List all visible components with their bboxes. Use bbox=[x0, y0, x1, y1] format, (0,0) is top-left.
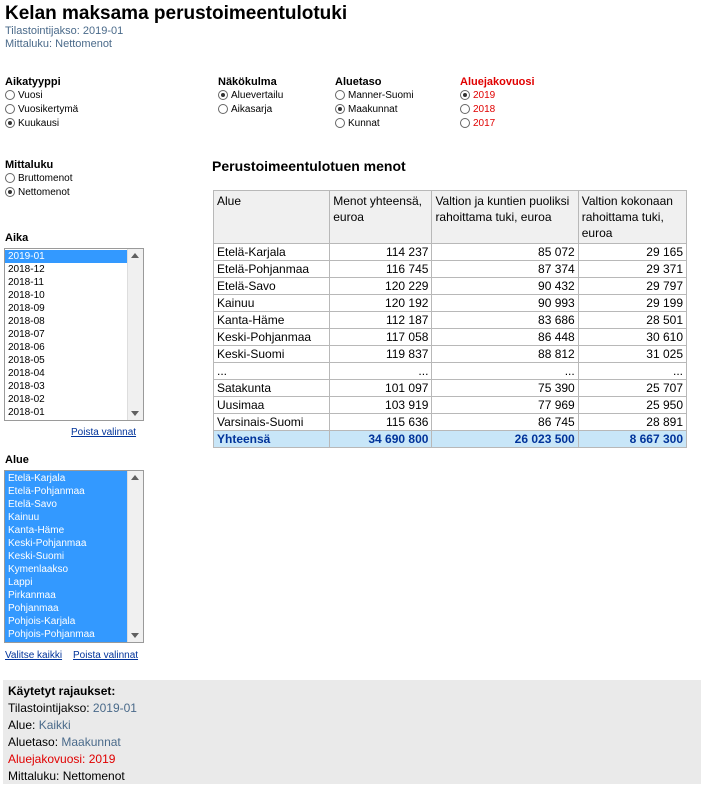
table-row bbox=[214, 261, 687, 278]
cell-value: 29 797 bbox=[578, 278, 686, 295]
radio-button[interactable] bbox=[5, 118, 15, 128]
table-row bbox=[214, 295, 687, 312]
table-row bbox=[214, 363, 687, 380]
aika-option[interactable]: 2018-05 bbox=[8, 355, 45, 366]
radio-kuukausi[interactable] bbox=[5, 116, 78, 130]
cell-value: 75 390 bbox=[432, 380, 578, 397]
aika-option[interactable]: 2018-10 bbox=[8, 290, 45, 301]
alue-option[interactable]: Etelä-Karjala bbox=[5, 472, 128, 485]
summary-value: 2019 bbox=[88, 752, 116, 766]
alue-option[interactable]: Pohjanmaa bbox=[5, 602, 128, 615]
total-value: 26 023 500 bbox=[432, 431, 578, 448]
alue-option[interactable]: Keski-Pohjanmaa bbox=[5, 537, 128, 550]
table-row bbox=[214, 312, 687, 329]
alue-option[interactable]: Etelä-Savo bbox=[5, 498, 128, 511]
alue-option[interactable]: Etelä-Pohjanmaa bbox=[5, 485, 128, 498]
aika-scrollbar[interactable] bbox=[127, 249, 143, 420]
aika-option[interactable]: 2018-08 bbox=[8, 316, 45, 327]
radio-label: 2017 bbox=[473, 117, 496, 129]
aika-option[interactable]: 2018-12 bbox=[8, 264, 45, 275]
cell-value: 29 165 bbox=[578, 244, 686, 261]
table-row bbox=[214, 380, 687, 397]
radio-button[interactable] bbox=[5, 187, 15, 197]
header-kokonaan: Valtion kokonaan rahoittama tuki, euroa bbox=[578, 191, 686, 244]
alue-scrollbar[interactable] bbox=[127, 471, 143, 642]
summary-label: Mittaluku: bbox=[8, 769, 63, 783]
alue-title: Alue bbox=[5, 454, 29, 466]
summary-line bbox=[3, 700, 701, 717]
cell-region: Etelä-Savo bbox=[214, 278, 330, 295]
cell-value: 28 891 bbox=[578, 414, 686, 431]
cell-region: Keski-Suomi bbox=[214, 346, 330, 363]
alue-option[interactable]: Pohjois-Karjala bbox=[5, 615, 128, 628]
radio-button[interactable] bbox=[335, 104, 345, 114]
aika-option[interactable]: 2018-09 bbox=[8, 303, 45, 314]
alue-clear-link[interactable]: Poista valinnat bbox=[73, 650, 139, 661]
radio-vuosi[interactable] bbox=[5, 88, 78, 102]
cell-value: 119 837 bbox=[330, 346, 432, 363]
cell-value: 86 448 bbox=[432, 329, 578, 346]
alue-listbox[interactable] bbox=[4, 470, 144, 643]
aluetaso-title: Aluetaso bbox=[335, 76, 382, 88]
radio-label: Manner-Suomi bbox=[348, 89, 414, 101]
aika-option[interactable]: 2018-01 bbox=[8, 407, 45, 418]
alue-option[interactable]: Keski-Suomi bbox=[5, 550, 128, 563]
scroll-up-icon[interactable] bbox=[131, 475, 139, 480]
header-alue: Alue bbox=[214, 191, 330, 244]
total-value: 8 667 300 bbox=[578, 431, 686, 448]
summary-value: 2019-01 bbox=[92, 701, 137, 715]
cell-value: 114 237 bbox=[330, 244, 432, 261]
radio-aikasarja[interactable] bbox=[218, 102, 283, 116]
alue-option[interactable]: Pirkanmaa bbox=[5, 589, 128, 602]
radio-label: 2019 bbox=[473, 89, 496, 101]
page-title: Kelan maksama perustoimeentulotuki bbox=[5, 3, 348, 24]
cell-region: Varsinais-Suomi bbox=[214, 414, 330, 431]
radio-button[interactable] bbox=[5, 173, 15, 183]
radio-aluevertailu[interactable] bbox=[218, 88, 283, 102]
aikatyyppi-group bbox=[5, 76, 78, 130]
table-row bbox=[214, 397, 687, 414]
radio-2018[interactable] bbox=[460, 102, 535, 116]
alue-option[interactable]: Pohjois-Pohjanmaa bbox=[5, 628, 128, 641]
radio-label: 2018 bbox=[473, 103, 496, 115]
alue-option[interactable]: Lappi bbox=[5, 576, 128, 589]
cell-value: 103 919 bbox=[330, 397, 432, 414]
cell-value: ... bbox=[330, 363, 432, 380]
cell-value: 115 636 bbox=[330, 414, 432, 431]
aluejakovuosi-group bbox=[460, 76, 535, 130]
cell-value: 28 501 bbox=[578, 312, 686, 329]
cell-region: Keski-Pohjanmaa bbox=[214, 329, 330, 346]
summary-line bbox=[3, 717, 701, 734]
radio-button[interactable] bbox=[5, 104, 15, 114]
alue-option[interactable]: Kainuu bbox=[5, 511, 128, 524]
cell-value: 30 610 bbox=[578, 329, 686, 346]
scroll-down-icon[interactable] bbox=[131, 633, 139, 638]
radio-button[interactable] bbox=[218, 90, 228, 100]
radio-label: Bruttomenot bbox=[18, 172, 73, 184]
cell-value: 83 686 bbox=[432, 312, 578, 329]
summary-label: Tilastointijakso: bbox=[8, 701, 93, 715]
table-row bbox=[214, 329, 687, 346]
aika-option[interactable]: 2018-02 bbox=[8, 394, 45, 405]
aika-option[interactable]: 2018-11 bbox=[8, 277, 44, 288]
cell-region: Uusimaa bbox=[214, 397, 330, 414]
aika-title: Aika bbox=[5, 232, 29, 244]
summary-line bbox=[3, 768, 701, 785]
summary-line bbox=[3, 751, 701, 768]
cell-value: 77 969 bbox=[432, 397, 578, 414]
data-table bbox=[213, 190, 687, 448]
summary-value: Kaikki bbox=[38, 718, 71, 732]
radio-button[interactable] bbox=[460, 118, 470, 128]
radio-manner-suomi[interactable] bbox=[335, 88, 414, 102]
summary-label: Aluejakovuosi: bbox=[8, 752, 89, 766]
cell-value: 29 199 bbox=[578, 295, 686, 312]
radio-label: Vuosi bbox=[18, 89, 43, 101]
applied-filters-panel bbox=[3, 680, 701, 784]
table-row bbox=[214, 278, 687, 295]
radio-2017[interactable] bbox=[460, 116, 535, 130]
cell-region: Etelä-Pohjanmaa bbox=[214, 261, 330, 278]
cell-value: 86 745 bbox=[432, 414, 578, 431]
table-row bbox=[214, 244, 687, 261]
radio-label: Nettomenot bbox=[18, 186, 70, 198]
aika-option[interactable]: 2018-07 bbox=[8, 329, 45, 340]
aluejakovuosi-title: Aluejakovuosi bbox=[460, 76, 535, 88]
cell-region: Etelä-Karjala bbox=[214, 244, 330, 261]
header-puoliksi: Valtion ja kuntien puoliksi rahoittama tuki, euroa bbox=[432, 191, 578, 244]
table-total-row bbox=[214, 431, 687, 448]
cell-region: Kanta-Häme bbox=[214, 312, 330, 329]
alue-select-all-link[interactable]: Valitse kaikki bbox=[5, 650, 63, 661]
summary-title: Käytetyt rajaukset: bbox=[8, 684, 116, 698]
radio-button[interactable] bbox=[460, 90, 470, 100]
alue-option[interactable]: Kymenlaakso bbox=[5, 563, 128, 576]
header-menot: Menot yhteensä, euroa bbox=[330, 191, 432, 244]
cell-value: 25 707 bbox=[578, 380, 686, 397]
table-row bbox=[214, 414, 687, 431]
nakokulma-title: Näkökulma bbox=[218, 76, 277, 88]
nakokulma-group bbox=[218, 76, 283, 116]
aika-option[interactable]: 2018-06 bbox=[8, 342, 45, 353]
aika-option[interactable]: 2018-04 bbox=[8, 368, 45, 379]
cell-value: 87 374 bbox=[432, 261, 578, 278]
cell-region: Kainuu bbox=[214, 295, 330, 312]
summary-label: Aluetaso: bbox=[8, 735, 62, 749]
total-label: Yhteensä bbox=[214, 431, 330, 448]
cell-value: 120 229 bbox=[330, 278, 432, 295]
radio-label: Kunnat bbox=[348, 117, 380, 129]
aika-listbox[interactable] bbox=[4, 248, 144, 421]
aika-clear-link[interactable]: Poista valinnat bbox=[71, 427, 137, 438]
cell-value: 88 812 bbox=[432, 346, 578, 363]
radio-label: Kuukausi bbox=[18, 117, 60, 129]
table-title: Perustoimeentulotuen menot bbox=[212, 158, 406, 174]
radio-button[interactable] bbox=[218, 104, 228, 114]
mittaluku-title: Mittaluku bbox=[5, 159, 54, 171]
radio-maakunnat[interactable] bbox=[335, 102, 414, 116]
period-subtitle: Tilastointijakso: 2019-01 bbox=[5, 25, 124, 37]
cell-value: 120 192 bbox=[330, 295, 432, 312]
cell-value: 25 950 bbox=[578, 397, 686, 414]
summary-label: Alue: bbox=[8, 718, 39, 732]
radio-vuosikertyma[interactable] bbox=[5, 102, 78, 116]
alue-option[interactable]: Kanta-Häme bbox=[5, 524, 128, 537]
summary-value: Maakunnat bbox=[61, 735, 121, 749]
radio-label: Maakunnat bbox=[348, 103, 398, 115]
aika-option[interactable]: 2018-03 bbox=[8, 381, 45, 392]
radio-nettomenot[interactable] bbox=[5, 185, 72, 199]
cell-value: 112 187 bbox=[330, 312, 432, 329]
cell-value: 85 072 bbox=[432, 244, 578, 261]
table-header-row bbox=[214, 191, 687, 244]
radio-label: Aikasarja bbox=[231, 103, 273, 115]
radio-kunnat[interactable] bbox=[335, 116, 414, 130]
aluetaso-group bbox=[335, 76, 414, 130]
radio-label: Vuosikertymä bbox=[18, 103, 79, 115]
summary-line bbox=[3, 734, 701, 751]
radio-button[interactable] bbox=[5, 90, 15, 100]
total-value: 34 690 800 bbox=[330, 431, 432, 448]
cell-value: 117 058 bbox=[330, 329, 432, 346]
cell-value: 29 371 bbox=[578, 261, 686, 278]
cell-region: Satakunta bbox=[214, 380, 330, 397]
radio-button[interactable] bbox=[460, 104, 470, 114]
radio-2019[interactable] bbox=[460, 88, 535, 102]
aikatyyppi-title: Aikatyyppi bbox=[5, 76, 61, 88]
cell-value: 31 025 bbox=[578, 346, 686, 363]
cell-value: 90 993 bbox=[432, 295, 578, 312]
cell-region: ... bbox=[214, 363, 330, 380]
radio-button[interactable] bbox=[335, 118, 345, 128]
cell-value: 101 097 bbox=[330, 380, 432, 397]
scroll-up-icon[interactable] bbox=[131, 253, 139, 258]
table-row bbox=[214, 346, 687, 363]
scroll-down-icon[interactable] bbox=[131, 411, 139, 416]
cell-value: ... bbox=[578, 363, 686, 380]
radio-label: Aluevertailu bbox=[231, 89, 284, 101]
mittaluku-group bbox=[5, 159, 72, 199]
cell-value: ... bbox=[432, 363, 578, 380]
cell-value: 116 745 bbox=[330, 261, 432, 278]
radio-bruttomenot[interactable] bbox=[5, 171, 72, 185]
cell-value: 90 432 bbox=[432, 278, 578, 295]
aika-option[interactable]: 2019-01 bbox=[5, 250, 128, 263]
radio-button[interactable] bbox=[335, 90, 345, 100]
summary-value: Nettomenot bbox=[62, 769, 125, 783]
measure-subtitle: Mittaluku: Nettomenot bbox=[5, 38, 112, 50]
